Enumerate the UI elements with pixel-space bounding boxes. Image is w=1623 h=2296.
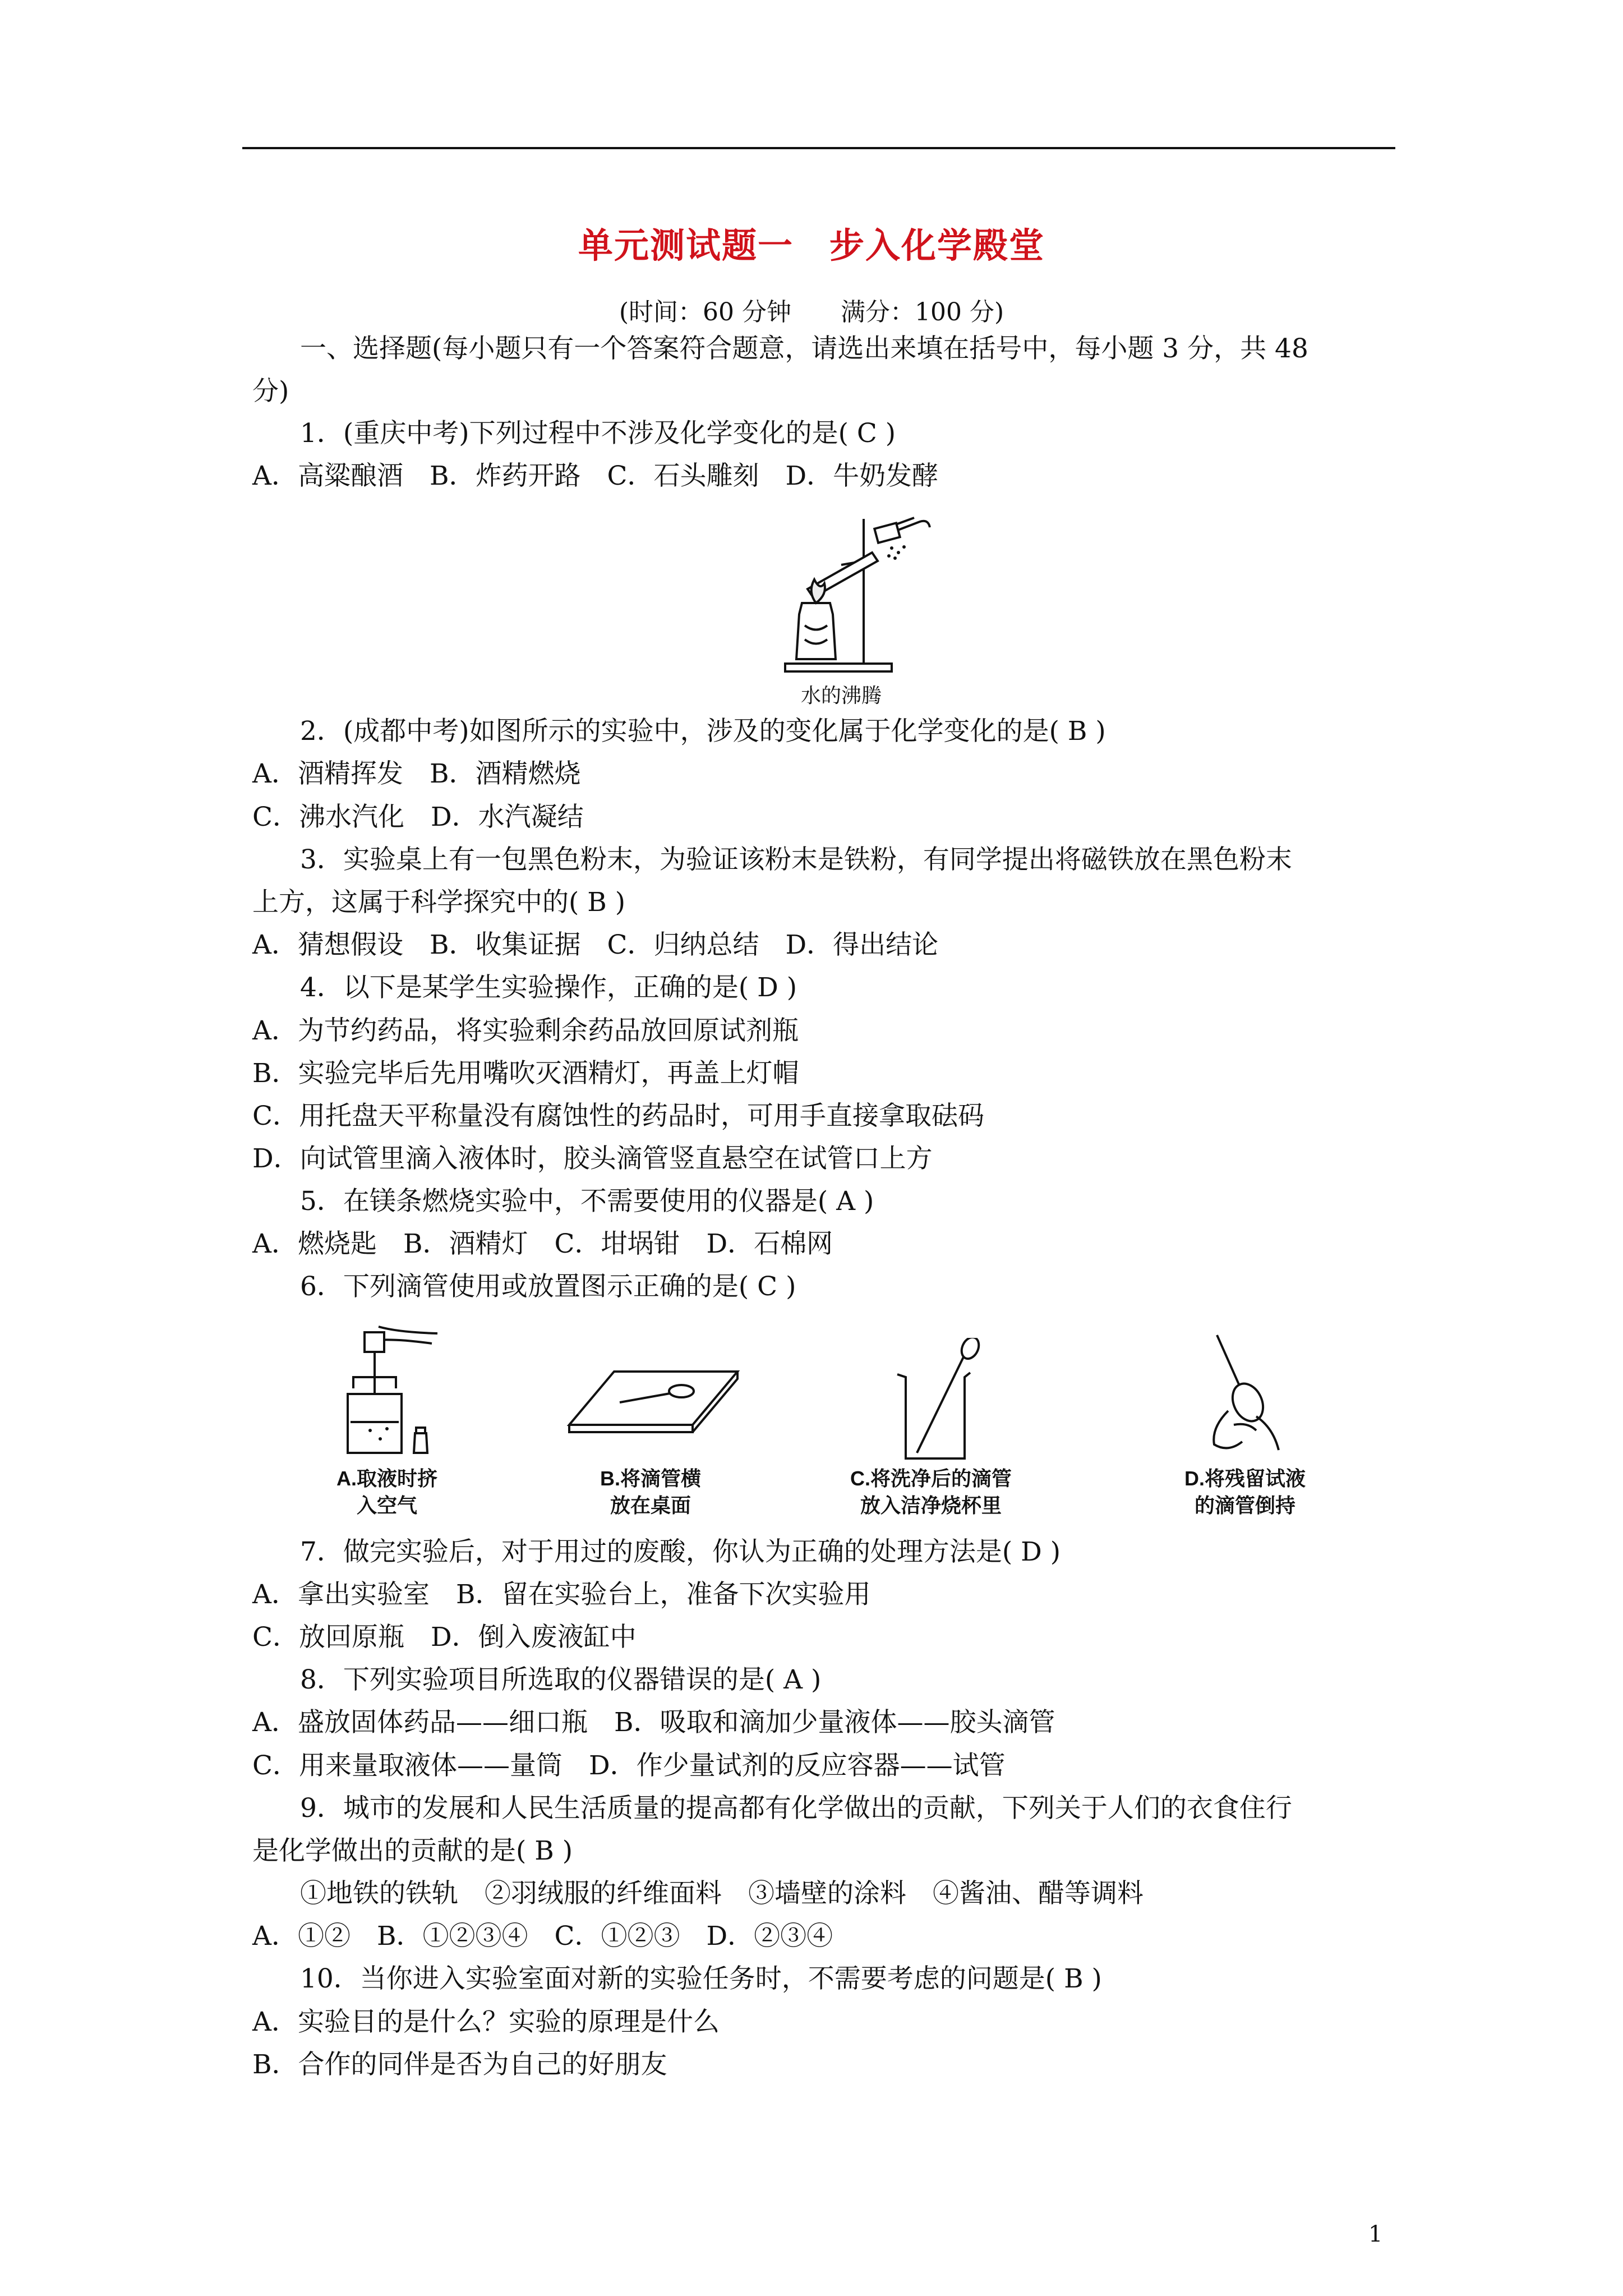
q9-stem-1: 9．城市的发展和人民生活质量的提高都有化学做出的贡献，下列关于人们的衣食住行 <box>300 1793 1292 1824</box>
q3-options: A．猜想假设 B．收集证据 C．归纳总结 D．得出结论 <box>252 930 939 960</box>
q2-figure-caption: 水的沸腾 <box>800 684 882 707</box>
dropper-squeeze-bottle-figure <box>331 1321 449 1461</box>
q4-stem: 4．以下是某学生实验操作，正确的是( D ) <box>300 972 797 1003</box>
q9-options: A．①② B．①②③④ C．①②③ D．②③④ <box>252 1921 833 1952</box>
q4-option-c: C．用托盘天平称量没有腐蚀性的药品时，可用手直接拿取砝码 <box>252 1101 984 1131</box>
q4-option-d: D．向试管里滴入液体时，胶头滴管竖直悬空在试管口上方 <box>252 1143 933 1174</box>
q3-stem-1: 3．实验桌上有一包黑色粉末，为验证该粉末是铁粉，有同学提出将磁铁放在黑色粉末 <box>300 844 1292 875</box>
q9-items: ①地铁的铁轨 ②羽绒服的纤维面料 ③墙壁的涂料 ④酱油、醋等调料 <box>300 1878 1144 1909</box>
q6-figure-d-label-line-2: 的滴管倒持 <box>1194 1494 1295 1517</box>
q9-stem-2: 是化学做出的贡献的是( B ) <box>252 1835 573 1866</box>
q6-figure-d-label <box>1161 1465 1329 1519</box>
q10-option-b: B．合作的同伴是否为自己的好朋友 <box>252 2049 667 2080</box>
dropper-inverted-hand-figure <box>1195 1332 1295 1461</box>
q1-options: A．高粱酿酒 B．炸药开路 C．石头雕刻 D．牛奶发酵 <box>252 461 939 491</box>
q2-options-2: C．沸水汽化 D．水汽凝结 <box>252 802 584 832</box>
q10-option-a: A．实验目的是什么？实验的原理是什么 <box>252 2007 720 2037</box>
q6-figure-a-label-line-2: 入空气 <box>356 1494 417 1517</box>
q6-figure-c-label-line-1: C.将洗净后的滴管 <box>850 1467 1012 1490</box>
q7-options-1: A．拿出实验室 B．留在实验台上，准备下次实验用 <box>252 1579 871 1610</box>
dropper-in-beaker-figure <box>886 1338 998 1467</box>
q2-stem: 2．(成都中考)如图所示的实验中，涉及的变化属于化学变化的是( B ) <box>300 716 1106 747</box>
page-number: 1 <box>1368 2221 1383 2247</box>
section-heading-line-1: 一、选择题(每小题只有一个答案符合题意，请选出来填在括号中，每小题 3 分，共 48 <box>300 333 1308 364</box>
q5-stem: 5．在镁条燃烧实验中，不需要使用的仪器是( A ) <box>300 1186 874 1217</box>
q10-stem: 10．当你进入实验室面对新的实验任务时，不需要考虑的问题是( B ) <box>300 1963 1102 1994</box>
dropper-on-table-figure <box>566 1360 740 1439</box>
header-rule <box>242 147 1395 149</box>
q1-stem: 1．(重庆中考)下列过程中不涉及化学变化的是( C ) <box>300 418 896 449</box>
q7-options-2: C．放回原瓶 D．倒入废液缸中 <box>252 1622 637 1653</box>
q3-stem-2: 上方，这属于科学探究中的( B ) <box>252 887 626 918</box>
q6-figure-d-label-line-1: D.将残留试液 <box>1184 1467 1306 1490</box>
q7-stem: 7．做完实验后，对于用过的废酸，你认为正确的处理方法是( D ) <box>300 1536 1061 1567</box>
q6-stem: 6．下列滴管使用或放置图示正确的是( C ) <box>300 1271 796 1302</box>
q8-options-1: A．盛放固体药品——细口瓶 B．吸取和滴加少量液体——胶头滴管 <box>252 1707 1055 1738</box>
q2-options-1: A．酒精挥发 B．酒精燃烧 <box>252 758 581 789</box>
q6-figure-b-label <box>578 1465 723 1519</box>
section-heading-line-2: 分) <box>252 376 289 407</box>
q6-figure-c-label-line-2: 放入洁净烧杯里 <box>860 1494 1002 1517</box>
q6-figure-c-label <box>830 1465 1032 1519</box>
q5-options: A．燃烧匙 B．酒精灯 C．坩埚钳 D．石棉网 <box>252 1228 833 1259</box>
page-title: 单元测试题一 步入化学殿堂 <box>578 225 1045 266</box>
exam-info: (时间：60 分钟 满分：100 分) <box>619 298 1004 326</box>
q6-figure-a-label-line-1: A.取液时挤 <box>336 1467 437 1490</box>
boiling-water-figure <box>751 513 931 676</box>
q4-option-a: A．为节约药品，将实验剩余药品放回原试剂瓶 <box>252 1015 799 1046</box>
q8-options-2: C．用来量取液体——量筒 D．作少量试剂的反应容器——试管 <box>252 1750 1006 1781</box>
q6-figure-b-label-line-1: B.将滴管横 <box>600 1467 701 1490</box>
q6-figure-b-label-line-2: 放在桌面 <box>610 1494 691 1517</box>
q8-stem: 8．下列实验项目所选取的仪器错误的是( A ) <box>300 1664 822 1695</box>
q6-figure-a-label <box>314 1465 460 1519</box>
q4-option-b: B．实验完毕后先用嘴吹灭酒精灯，再盖上灯帽 <box>252 1058 799 1089</box>
